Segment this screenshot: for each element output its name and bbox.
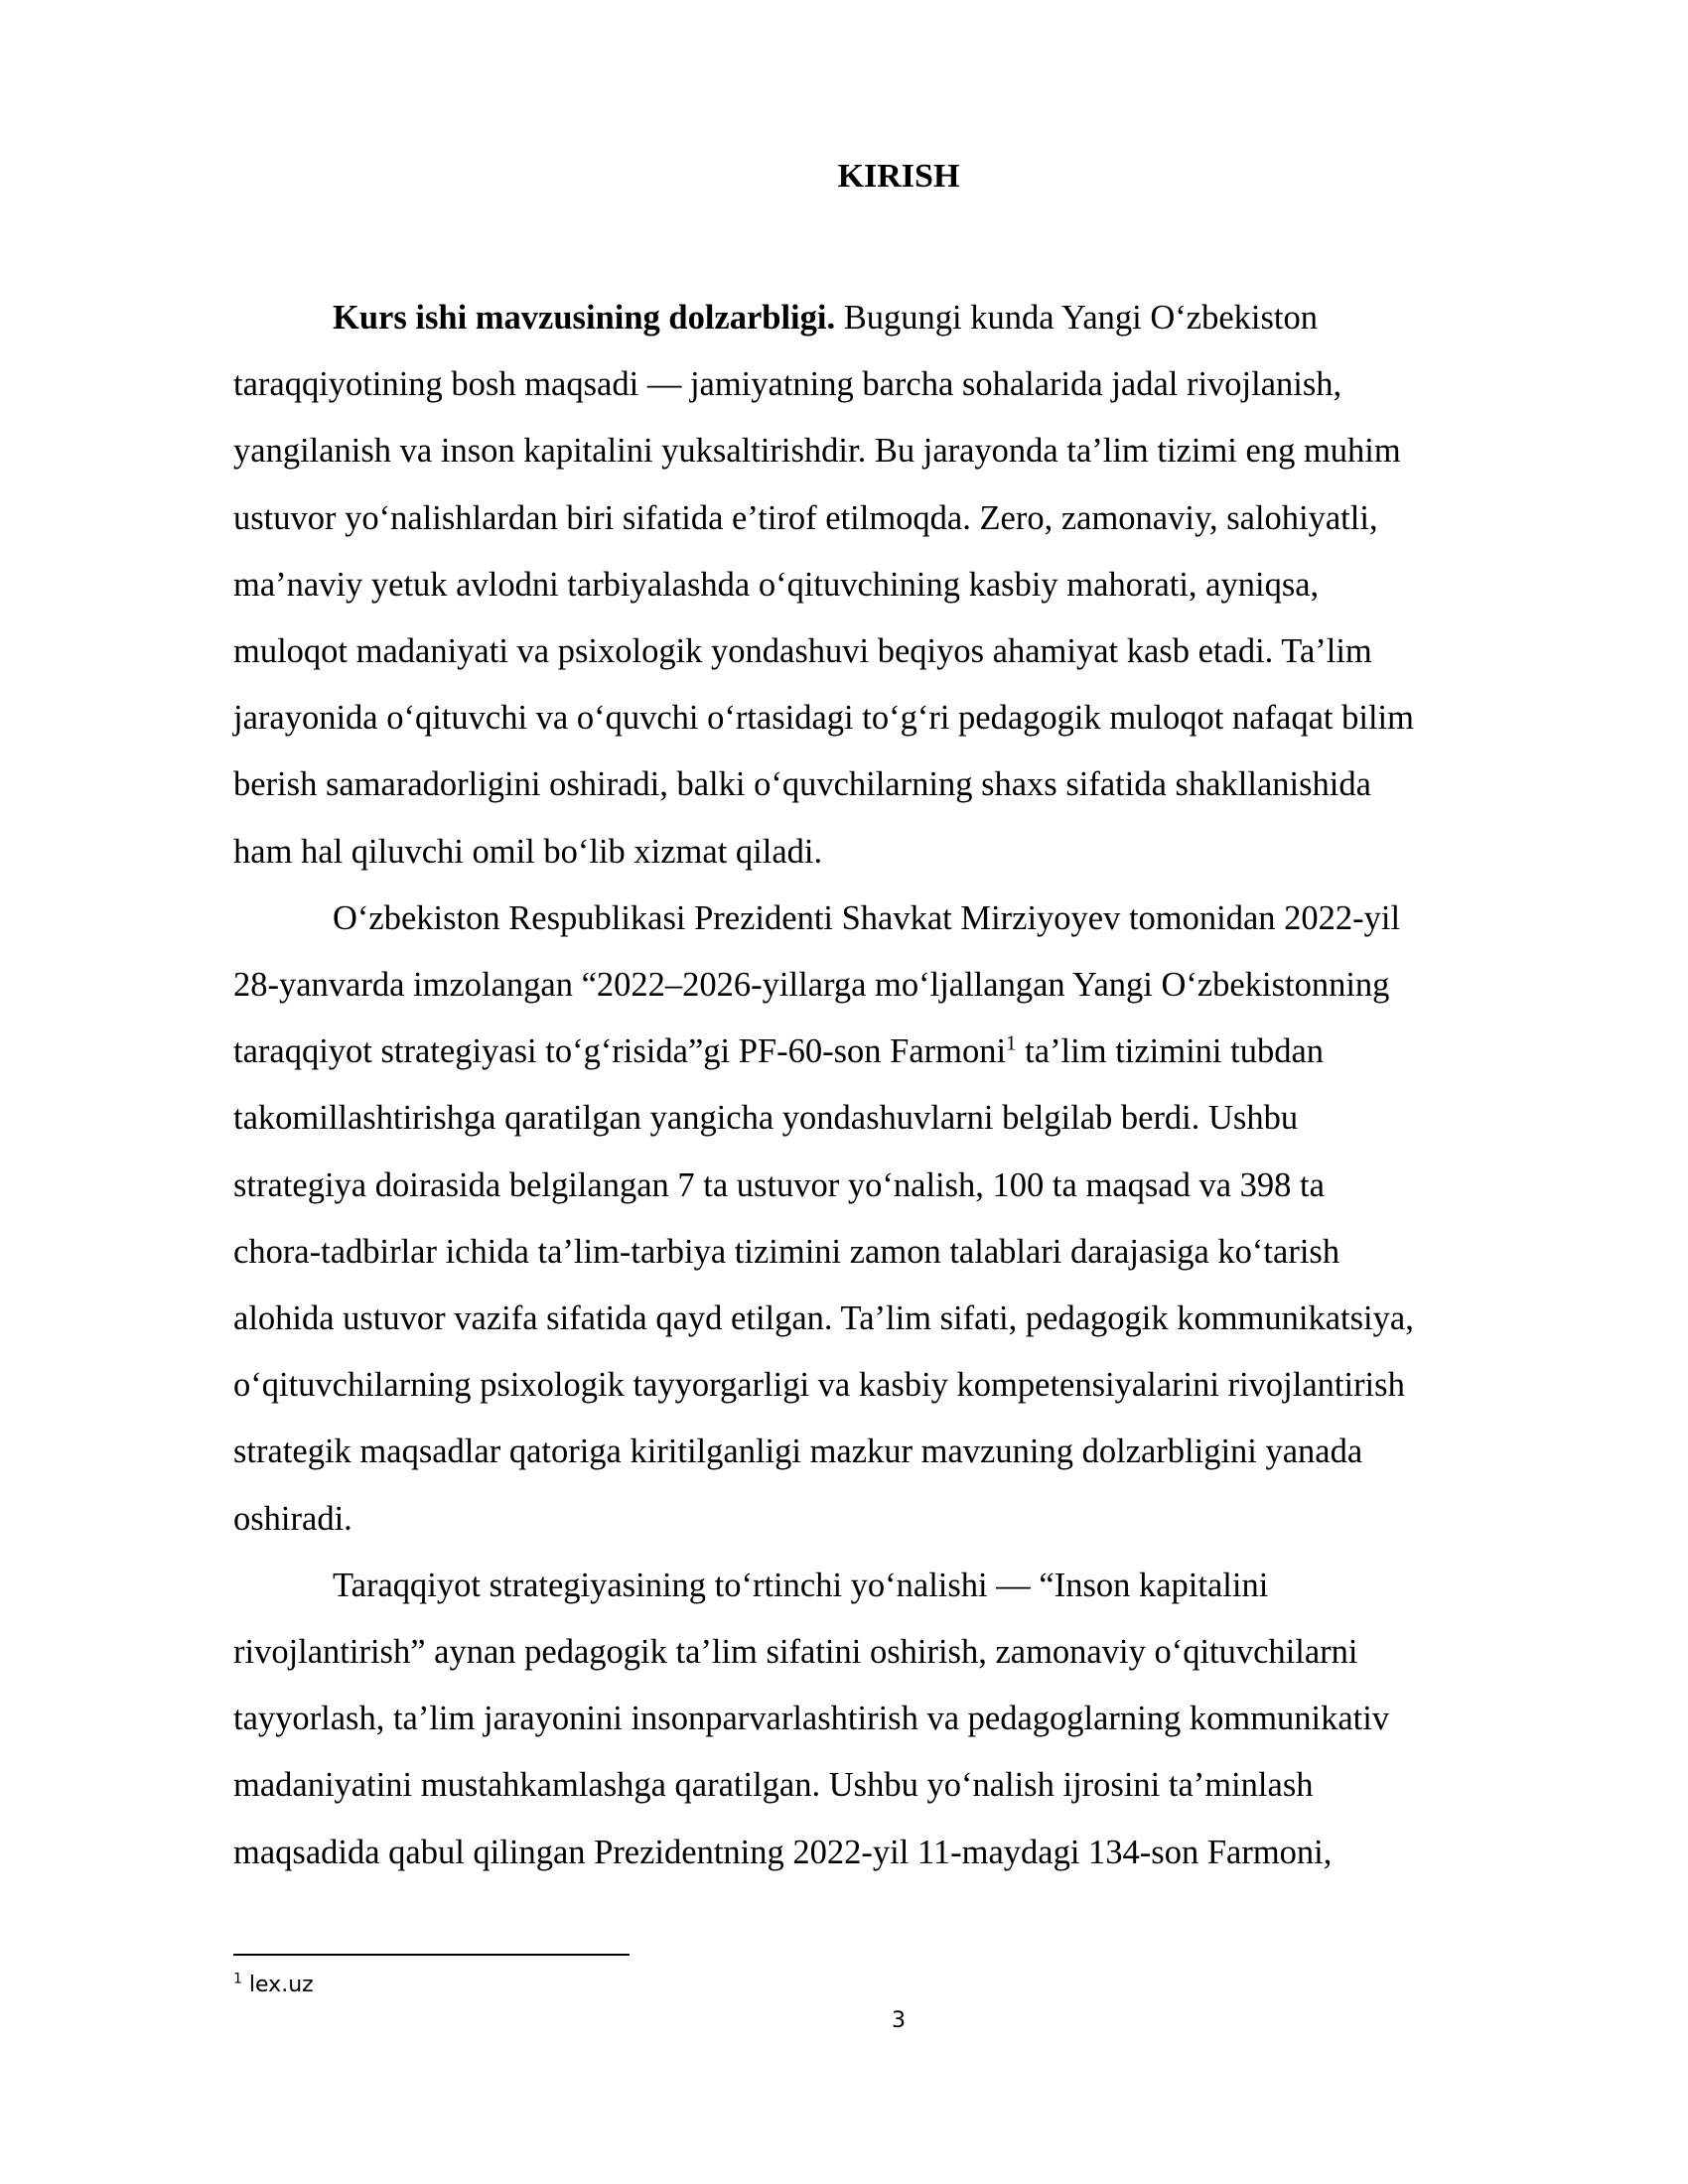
text-line: madaniyatini mustahkamlashga qaratilgan. Ushbu yo‘nalish ijrosini ta’minlash: [233, 1766, 1314, 1805]
text-span: taraqqiyot strategiyasi to‘g‘risida”gi PF-60-son Farmoni: [233, 1032, 1007, 1071]
text-line: muloqot madaniyati va psixologik yondashuvi beqiyos ahamiyat kasb etadi. Ta’lim: [233, 632, 1372, 671]
text-line: chora-tadbirlar ichida ta’lim-tarbiya tizimini zamon talablari darajasiga ko‘tarish: [233, 1232, 1340, 1271]
text-line: takomillashtirishga qaratilgan yangicha yondashuvlarni belgilab berdi. Ushbu: [233, 1099, 1299, 1138]
text-line: Taraqqiyot strategiyasining to‘rtinchi yo‘nalishi — “Inson kapitalini: [333, 1566, 1269, 1604]
footnote-mark: 1: [233, 1971, 242, 1987]
text-line: jarayonida o‘qituvchi va o‘quvchi o‘rtasidagi to‘g‘ri pedagogik muloqot nafaqat bilim: [233, 699, 1414, 738]
paragraph-2: [233, 886, 1572, 1553]
text-line: taraqqiyotining bosh maqsadi — jamiyatning barcha sohalarida jadal rivojlanish,: [233, 365, 1342, 404]
text-line: maqsadida qabul qilingan Prezidentning 2022-yil 11-maydagi 134-son Farmoni,: [233, 1833, 1333, 1871]
paragraph-3: [233, 1553, 1572, 1886]
text-line: alohida ustuvor vazifa sifatida qayd etilgan. Ta’lim sifati, pedagogik kommunikatsiya,: [233, 1299, 1414, 1338]
footnote: [233, 1972, 314, 1999]
text-line: rivojlantirish” aynan pedagogik ta’lim sifatini oshirish, zamonaviy o‘qituvchilarni: [233, 1633, 1358, 1672]
paragraph-1: [233, 285, 1572, 886]
section-lead: Kurs ishi mavzusining dolzarbligi.: [333, 299, 836, 337]
footnote-text: lex.uz: [241, 1973, 314, 1997]
text-line: O‘zbekiston Respublikasi Prezidenti Shavkat Mirziyoyev tomonidan 2022-yil: [333, 898, 1401, 937]
text-span: Bugungi kunda Yangi O‘zbekiston: [835, 299, 1318, 337]
text-line: 28-yanvarda imzolangan “2022–2026-yillarga mo‘ljallangan Yangi O‘zbekistonning: [233, 966, 1390, 1005]
text-span: ta’lim tizimini tubdan: [1016, 1032, 1325, 1071]
text-line: strategik maqsadlar qatoriga kiritilganligi mazkur mavzuning dolzarbligini yanada: [233, 1433, 1363, 1471]
text-line: [233, 285, 1572, 351]
page-number: 3: [892, 2008, 906, 2033]
text-line: oshiradi.: [233, 1499, 352, 1538]
text-line: berish samaradorligini oshiradi, balki o‘quvchilarning shaxs sifatida shakllanishida: [233, 765, 1371, 804]
body-text: [233, 285, 1572, 1886]
text-line: ham hal qiluvchi omil bo‘lib xizmat qiladi.: [233, 832, 823, 871]
text-line: strategiya doirasida belgilangan 7 ta ustuvor yo‘nalish, 100 ta maqsad va 398 ta: [233, 1165, 1325, 1204]
text-line: ustuvor yo‘nalishlardan biri sifatida e’tirof etilmoqda. Zero, zamonaviy, salohiyatli,: [233, 498, 1378, 537]
page-title: KIRISH: [837, 158, 960, 195]
text-line: tayyorlash, ta’lim jarayonini insonparvarlashtirish va pedagoglarning kommunikativ: [233, 1700, 1390, 1738]
footnote-reference[interactable]: 1: [1006, 1030, 1017, 1055]
text-line: ma’naviy yetuk avlodni tarbiyalashda o‘qituvchining kasbiy mahorati, ayniqsa,: [233, 565, 1320, 604]
footnote-separator: [233, 1954, 630, 1956]
text-line: o‘qituvchilarning psixologik tayyorgarligi va kasbiy kompetensiyalarini rivojlantirish: [233, 1366, 1405, 1405]
text-line: yangilanish va inson kapitalini yuksaltirishdir. Bu jarayonda ta’lim tizimi eng muhim: [233, 432, 1401, 471]
text-line: [233, 1019, 1572, 1085]
